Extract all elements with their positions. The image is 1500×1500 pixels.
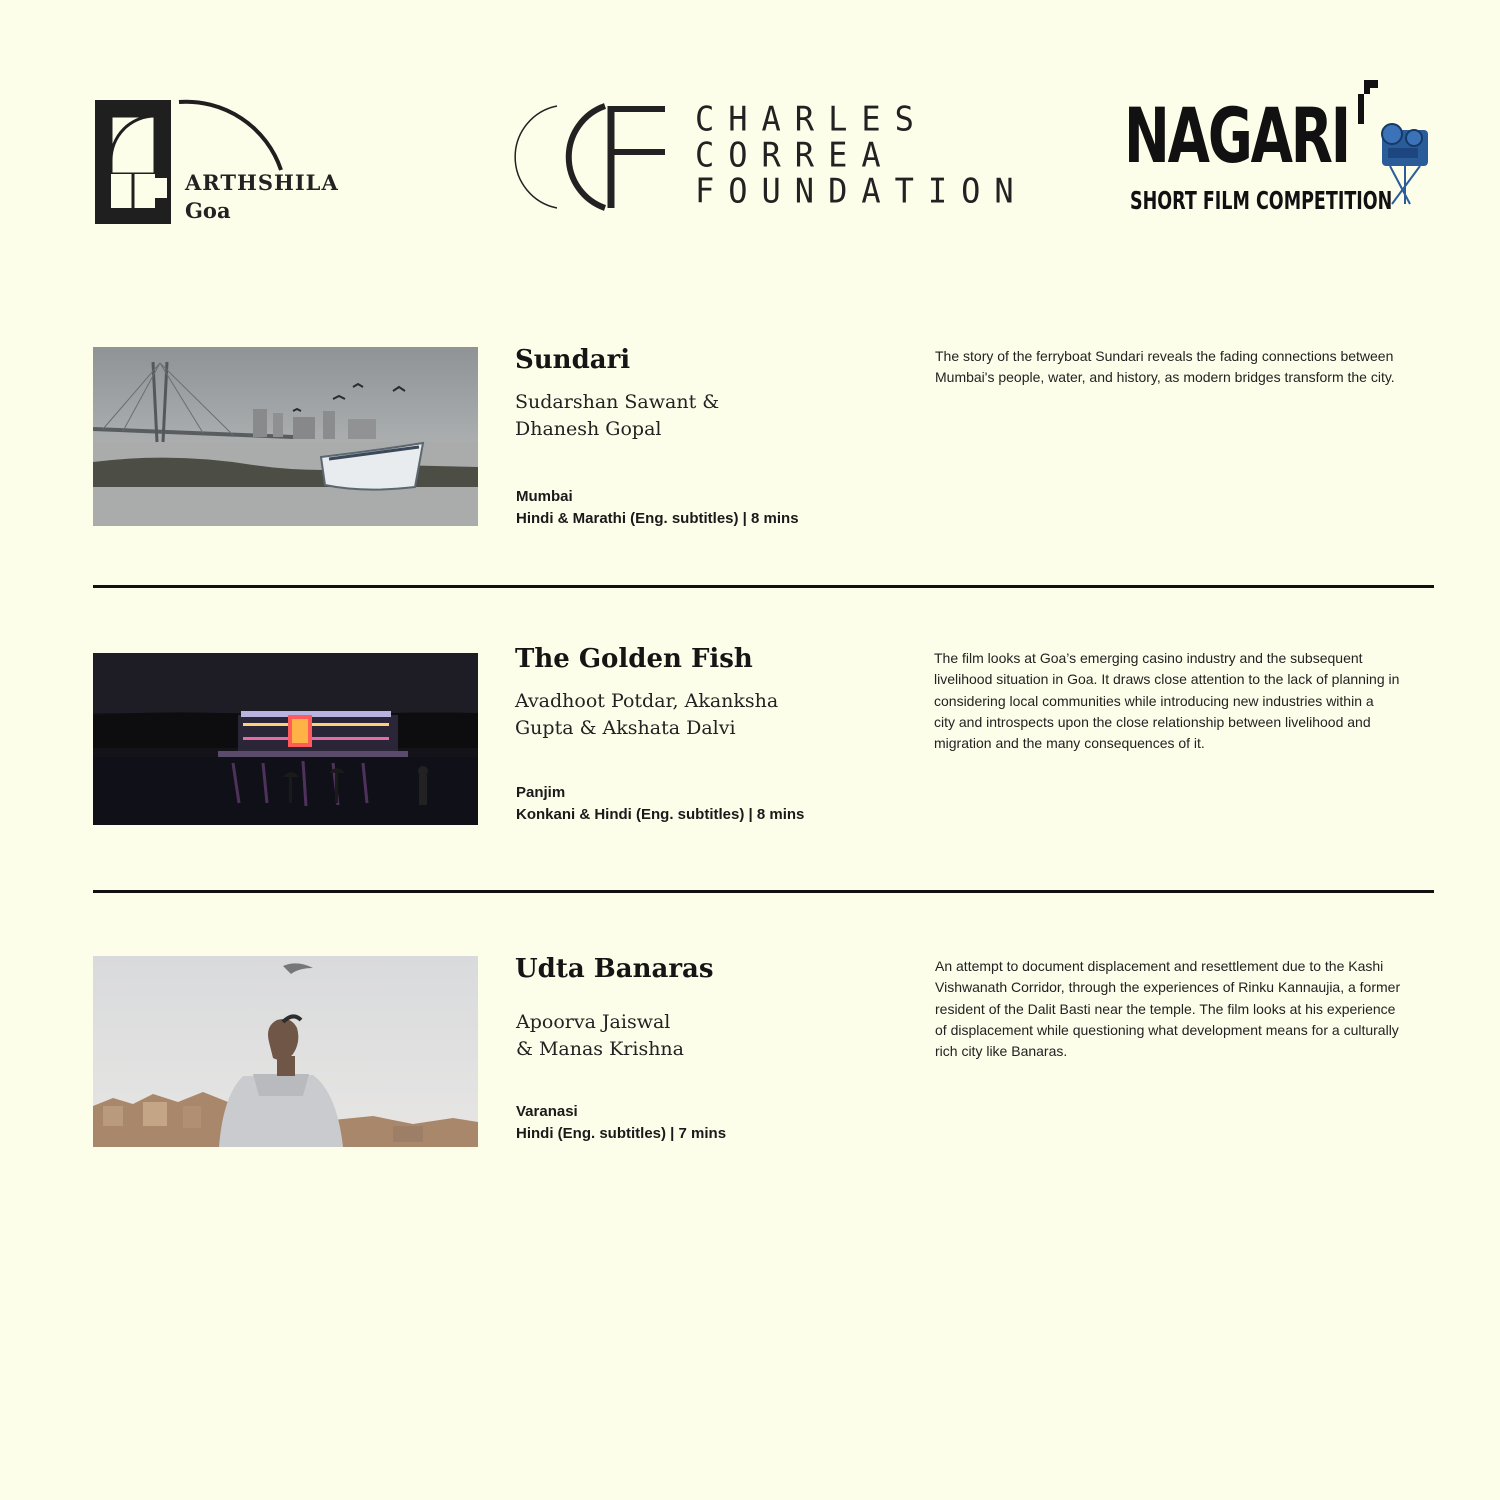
description-line: The film looks at Goa’s emerging casino industry and the subsequent bbox=[934, 650, 1363, 666]
film-language-runtime-udta-banaras: Hindi (Eng. subtitles) | 7 mins bbox=[516, 1125, 727, 1142]
description-line: livelihood situation in Goa. It draws close attention to the lack of planning in bbox=[934, 671, 1400, 688]
ccf-line-3: FOUNDATION bbox=[695, 170, 1028, 211]
film-thumbnail-golden-fish bbox=[93, 653, 478, 825]
description-line: Mumbai's people, water, and history, as modern bridges transform the city. bbox=[935, 369, 1395, 386]
description-line: The story of the ferryboat Sundari reveals the fading connections between bbox=[935, 348, 1394, 364]
film-title-udta-banaras: Udta Banaras bbox=[515, 954, 714, 984]
description-line: of displacement while questioning what development means for a culturally bbox=[935, 1021, 1399, 1038]
description-line: city and introspects upon the close relationship between livelihood and bbox=[934, 713, 1371, 730]
ccf-line-1: CHARLES bbox=[695, 98, 928, 139]
section-divider bbox=[93, 585, 1434, 588]
description-line: resident of the Dalit Basti near the temple. The film looks at his experience bbox=[935, 1000, 1396, 1017]
film-description-sundari bbox=[935, 346, 1435, 389]
nagari-logo bbox=[1120, 76, 1440, 221]
film-city-sundari: Mumbai bbox=[516, 488, 573, 505]
film-directors-golden-fish bbox=[515, 688, 778, 742]
description-line: Vishwanath Corridor, through the experiences of Rinku Kannaujia, a former bbox=[935, 979, 1401, 996]
film-description-udta-banaras bbox=[935, 956, 1435, 1062]
section-divider bbox=[93, 890, 1434, 893]
nagari-wordmark: NAGARI bbox=[1124, 91, 1349, 180]
description-line: An attempt to document displacement and resettlement due to the Kashi bbox=[935, 958, 1384, 974]
film-description-golden-fish bbox=[934, 648, 1434, 754]
arthshila-logo bbox=[93, 98, 353, 228]
description-line: considering local communities while introducing new industries within a bbox=[934, 692, 1374, 709]
film-language-runtime-sundari: Hindi & Marathi (Eng. subtitles) | 8 mins bbox=[516, 510, 799, 527]
film-city-udta-banaras: Varanasi bbox=[516, 1103, 578, 1120]
ccf-wordmark bbox=[695, 98, 1028, 211]
director-line: Gupta & Akshata Dalvi bbox=[515, 717, 736, 739]
description-line: rich city like Banaras. bbox=[935, 1043, 1068, 1060]
director-line: Apoorva Jaiswal bbox=[516, 1011, 671, 1033]
director-line: Sudarshan Sawant & bbox=[515, 391, 720, 413]
film-title-sundari: Sundari bbox=[515, 345, 631, 375]
charles-correa-foundation-logo bbox=[505, 98, 1028, 215]
director-line: Avadhoot Potdar, Akanksha bbox=[515, 690, 779, 712]
film-directors-udta-banaras bbox=[516, 1009, 684, 1063]
film-directors-sundari bbox=[515, 389, 719, 443]
director-line: & Manas Krishna bbox=[516, 1038, 684, 1060]
film-thumbnail-sundari bbox=[93, 347, 478, 526]
film-language-runtime-golden-fish: Konkani & Hindi (Eng. subtitles) | 8 mins bbox=[516, 806, 805, 823]
film-title-golden-fish: The Golden Fish bbox=[515, 644, 753, 674]
film-city-golden-fish: Panjim bbox=[516, 784, 566, 801]
film-thumbnail-udta-banaras bbox=[93, 956, 478, 1147]
description-line: migration and the many consequences of it. bbox=[934, 735, 1205, 752]
director-line: Dhanesh Gopal bbox=[515, 418, 662, 440]
nagari-subtitle: SHORT FILM COMPETITION bbox=[1130, 186, 1393, 215]
ccf-line-2: CORREA bbox=[695, 134, 895, 175]
arthshila-city: Goa bbox=[185, 198, 231, 223]
arthshila-name: ARTHSHILA bbox=[185, 170, 339, 195]
ccf-monogram-icon bbox=[505, 100, 675, 215]
